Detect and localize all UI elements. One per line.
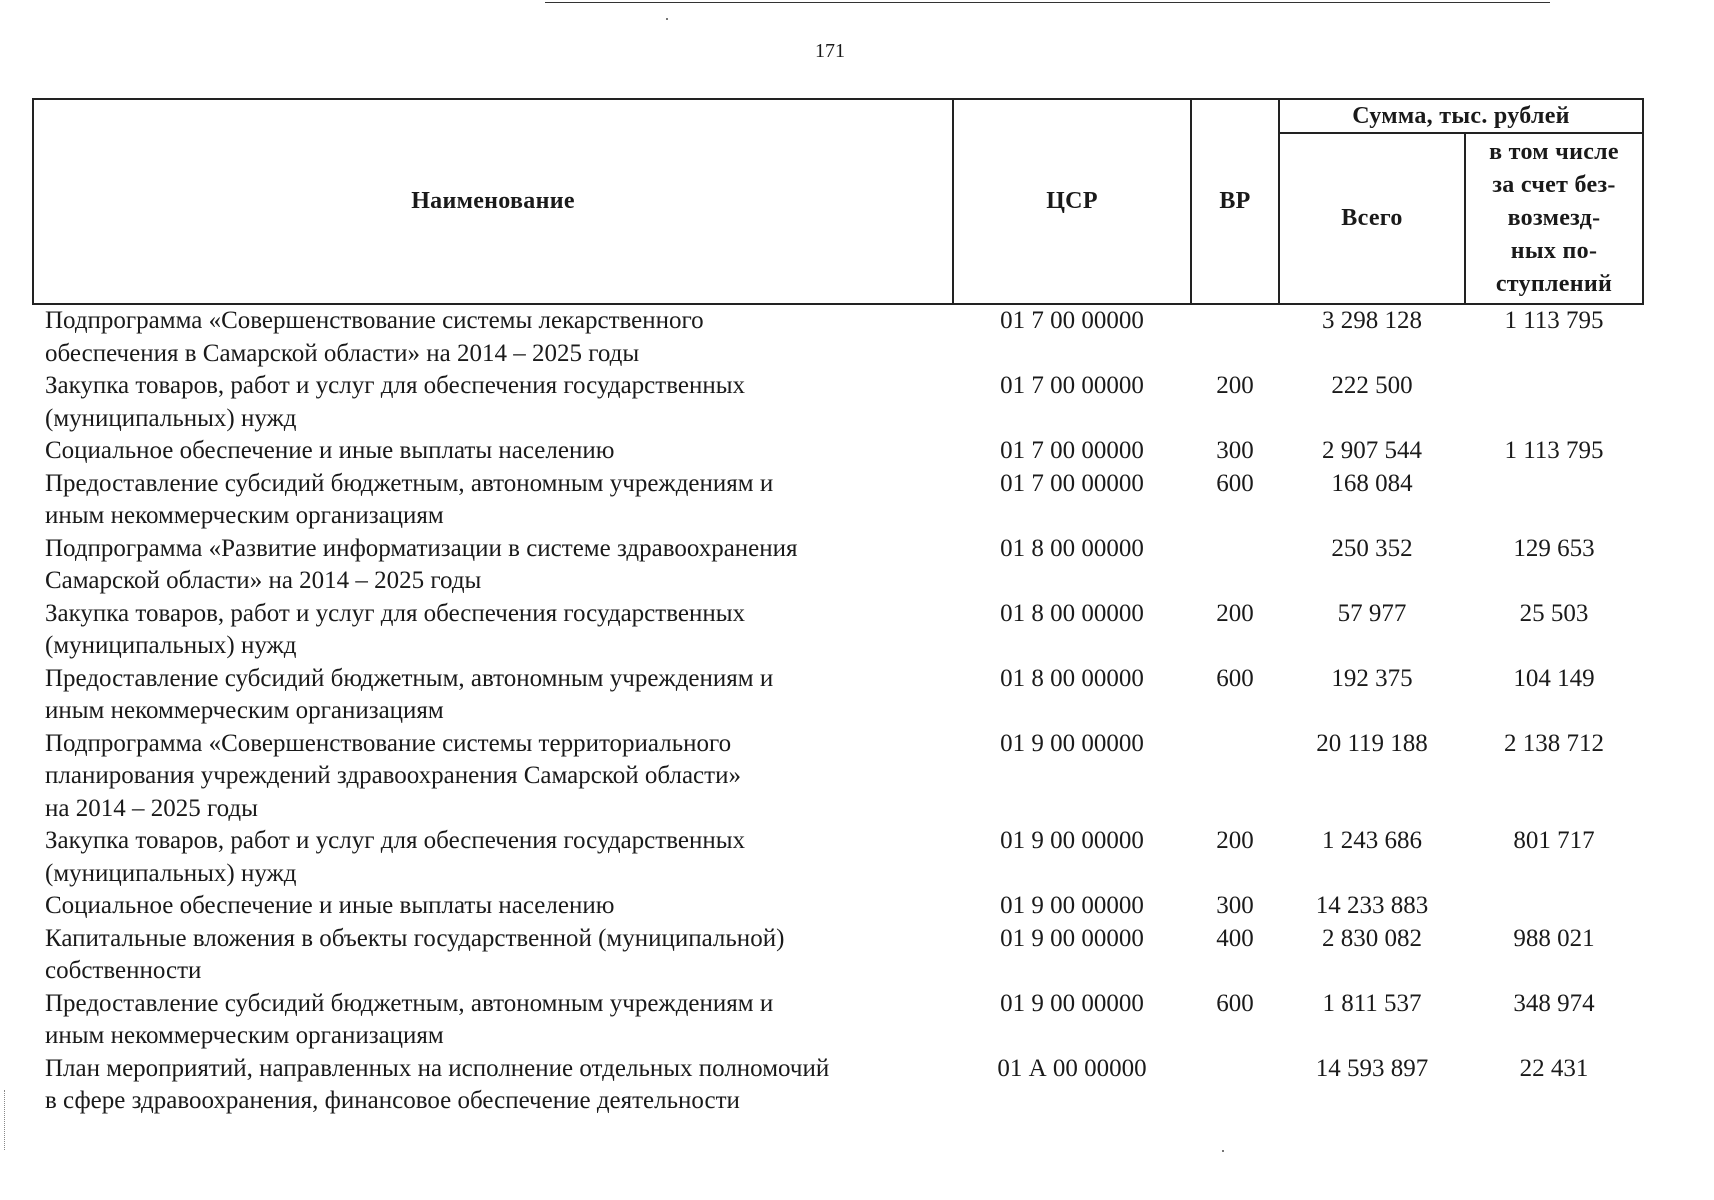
row-name xyxy=(33,435,953,468)
row-name-line: Предоставление субсидий бюджетным, автономным учреждениям и xyxy=(45,989,774,1017)
table-header xyxy=(33,99,1643,304)
row-csr: 01 9 00 00000 xyxy=(1000,729,1144,757)
row-incl: 22 431 xyxy=(1519,1054,1589,1082)
table-row xyxy=(33,304,1643,370)
table-row xyxy=(33,890,1643,923)
row-name-line: Предоставление субсидий бюджетным, автономным учреждениям и xyxy=(45,469,774,497)
row-vr: 200 xyxy=(1216,372,1254,399)
row-total: 2 907 544 xyxy=(1322,437,1422,464)
row-incl: 104 149 xyxy=(1513,664,1595,692)
row-incl xyxy=(1465,370,1643,435)
table-row xyxy=(33,533,1643,598)
row-csr: 01 8 00 00000 xyxy=(1000,534,1144,562)
row-total: 14 593 897 xyxy=(1315,1054,1429,1082)
row-csr: 01 7 00 00000 xyxy=(1000,372,1144,399)
row-total: 222 500 xyxy=(1331,372,1413,399)
row-incl: 2 138 712 xyxy=(1504,729,1604,757)
row-name-line: Подпрограмма «Развитие информатизации в системе здравоохранения xyxy=(45,534,798,562)
row-name-line: Социальное обеспечение и иные выплаты населению xyxy=(45,892,615,919)
row-vr: 600 xyxy=(1216,469,1254,497)
header-sum: Сумма, тыс. рублей xyxy=(1279,99,1643,133)
row-csr: 01 7 00 00000 xyxy=(1000,469,1144,497)
table-row xyxy=(33,598,1643,663)
row-total: 192 375 xyxy=(1331,664,1413,692)
row-csr: 01 7 00 00000 xyxy=(1000,437,1144,464)
row-incl: 988 021 xyxy=(1513,924,1595,952)
row-name xyxy=(33,663,953,728)
row-name-line: планирования учреждений здравоохранения Самарской области» xyxy=(45,762,741,789)
page-number: 171 xyxy=(815,40,845,62)
row-incl: 25 503 xyxy=(1519,599,1589,627)
header-incl-line: ных по- xyxy=(1510,238,1598,264)
row-total: 250 352 xyxy=(1331,534,1413,562)
table-row xyxy=(33,728,1643,826)
row-csr: 01 9 00 00000 xyxy=(1000,827,1144,854)
row-name xyxy=(33,304,953,370)
header-csr: ЦСР xyxy=(953,99,1191,304)
row-csr: 01 8 00 00000 xyxy=(1000,599,1144,627)
row-name-line: Предоставление субсидий бюджетным, автономным учреждениям и xyxy=(45,664,774,692)
row-name-line: иным некоммерческим организациям xyxy=(45,502,444,529)
row-incl: 1 113 795 xyxy=(1504,307,1604,334)
table-row xyxy=(33,1053,1643,1118)
row-name-line: План мероприятий, направленных на исполнение отдельных полномочий xyxy=(45,1054,830,1082)
row-total: 57 977 xyxy=(1337,599,1407,627)
table-body xyxy=(33,304,1643,1118)
table-row xyxy=(33,370,1643,435)
row-name xyxy=(33,1053,953,1118)
header-incl-line: возмезд- xyxy=(1507,205,1601,231)
row-name-line: Подпрограмма «Совершенствование системы территориального xyxy=(45,729,732,757)
row-vr: 200 xyxy=(1216,827,1254,854)
row-vr: 300 xyxy=(1216,437,1254,464)
row-name-line: (муниципальных) нужд xyxy=(45,404,297,432)
row-total: 168 084 xyxy=(1331,469,1413,497)
header-incl-line: за счет без- xyxy=(1492,172,1616,198)
header-vr: ВР xyxy=(1191,99,1279,304)
scan-speck xyxy=(666,18,668,20)
row-incl: 129 653 xyxy=(1513,534,1595,562)
top-rule xyxy=(545,2,1550,3)
row-name xyxy=(33,468,953,533)
table-row xyxy=(33,988,1643,1053)
row-csr: 01 8 00 00000 xyxy=(1000,664,1144,692)
row-incl: 1 113 795 xyxy=(1504,437,1604,464)
row-name-line: Закупка товаров, работ и услуг для обеспечения государственных xyxy=(45,372,746,399)
row-incl: 801 717 xyxy=(1513,827,1595,854)
row-vr xyxy=(1191,1053,1279,1118)
table-row xyxy=(33,923,1643,988)
row-vr: 600 xyxy=(1216,664,1254,692)
row-vr xyxy=(1191,728,1279,826)
row-name-line: Социальное обеспечение и иные выплаты населению xyxy=(45,437,615,464)
table-row xyxy=(33,468,1643,533)
row-total: 2 830 082 xyxy=(1322,924,1422,952)
row-vr: 300 xyxy=(1216,892,1254,919)
row-name-line: иным некоммерческим организациям xyxy=(45,697,444,724)
row-name-line: Закупка товаров, работ и услуг для обеспечения государственных xyxy=(45,599,746,627)
row-name-line: (муниципальных) нужд xyxy=(45,632,297,659)
row-name-line: на 2014 – 2025 годы xyxy=(45,794,258,822)
row-name-line: Капитальные вложения в объекты государственной (муниципальной) xyxy=(45,924,785,952)
row-name xyxy=(33,988,953,1053)
row-csr: 01 А 00 00000 xyxy=(997,1054,1147,1082)
header-incl xyxy=(1465,133,1643,304)
row-vr: 600 xyxy=(1216,989,1254,1017)
row-csr: 01 7 00 00000 xyxy=(1000,307,1144,334)
row-name xyxy=(33,825,953,890)
header-incl-line: в том числе xyxy=(1489,139,1619,165)
row-csr: 01 9 00 00000 xyxy=(1000,989,1144,1017)
row-vr: 200 xyxy=(1216,599,1254,627)
row-name xyxy=(33,890,953,923)
row-name-line: иным некоммерческим организациям xyxy=(45,1022,444,1049)
row-name xyxy=(33,533,953,598)
row-total: 1 243 686 xyxy=(1322,827,1422,854)
row-csr: 01 9 00 00000 xyxy=(1000,892,1144,919)
row-name-line: собственности xyxy=(45,957,202,984)
row-incl xyxy=(1465,468,1643,533)
row-name-line: в сфере здравоохранения, финансовое обеспечение деятельности xyxy=(45,1087,740,1114)
row-total: 3 298 128 xyxy=(1322,307,1422,334)
row-csr: 01 9 00 00000 xyxy=(1000,924,1144,952)
row-total: 14 233 883 xyxy=(1315,892,1429,919)
header-incl-line: ступлений xyxy=(1495,271,1613,297)
row-name-line: (муниципальных) нужд xyxy=(45,859,297,887)
row-vr: 400 xyxy=(1216,924,1254,952)
row-name xyxy=(33,923,953,988)
row-name-line: Закупка товаров, работ и услуг для обеспечения государственных xyxy=(45,827,746,854)
row-name-line: обеспечения в Самарской области» на 2014 – 2025 годы xyxy=(45,339,640,367)
row-name-line: Подпрограмма «Совершенствование системы лекарственного xyxy=(45,307,704,334)
row-name xyxy=(33,598,953,663)
row-name xyxy=(33,728,953,826)
row-vr xyxy=(1191,304,1279,370)
row-vr xyxy=(1191,533,1279,598)
header-total: Всего xyxy=(1279,133,1465,304)
table-row xyxy=(33,435,1643,468)
row-total: 20 119 188 xyxy=(1316,729,1428,757)
row-name xyxy=(33,370,953,435)
row-name-line: Самарской области» на 2014 – 2025 годы xyxy=(45,567,482,594)
scan-speck xyxy=(1222,1150,1224,1152)
header-name: Наименование xyxy=(33,99,953,304)
row-total: 1 811 537 xyxy=(1322,989,1422,1017)
scan-edge-mark xyxy=(4,1090,9,1150)
row-incl xyxy=(1465,890,1643,923)
budget-table xyxy=(32,98,1644,1118)
row-incl: 348 974 xyxy=(1513,989,1595,1017)
table-row xyxy=(33,663,1643,728)
table-row xyxy=(33,825,1643,890)
